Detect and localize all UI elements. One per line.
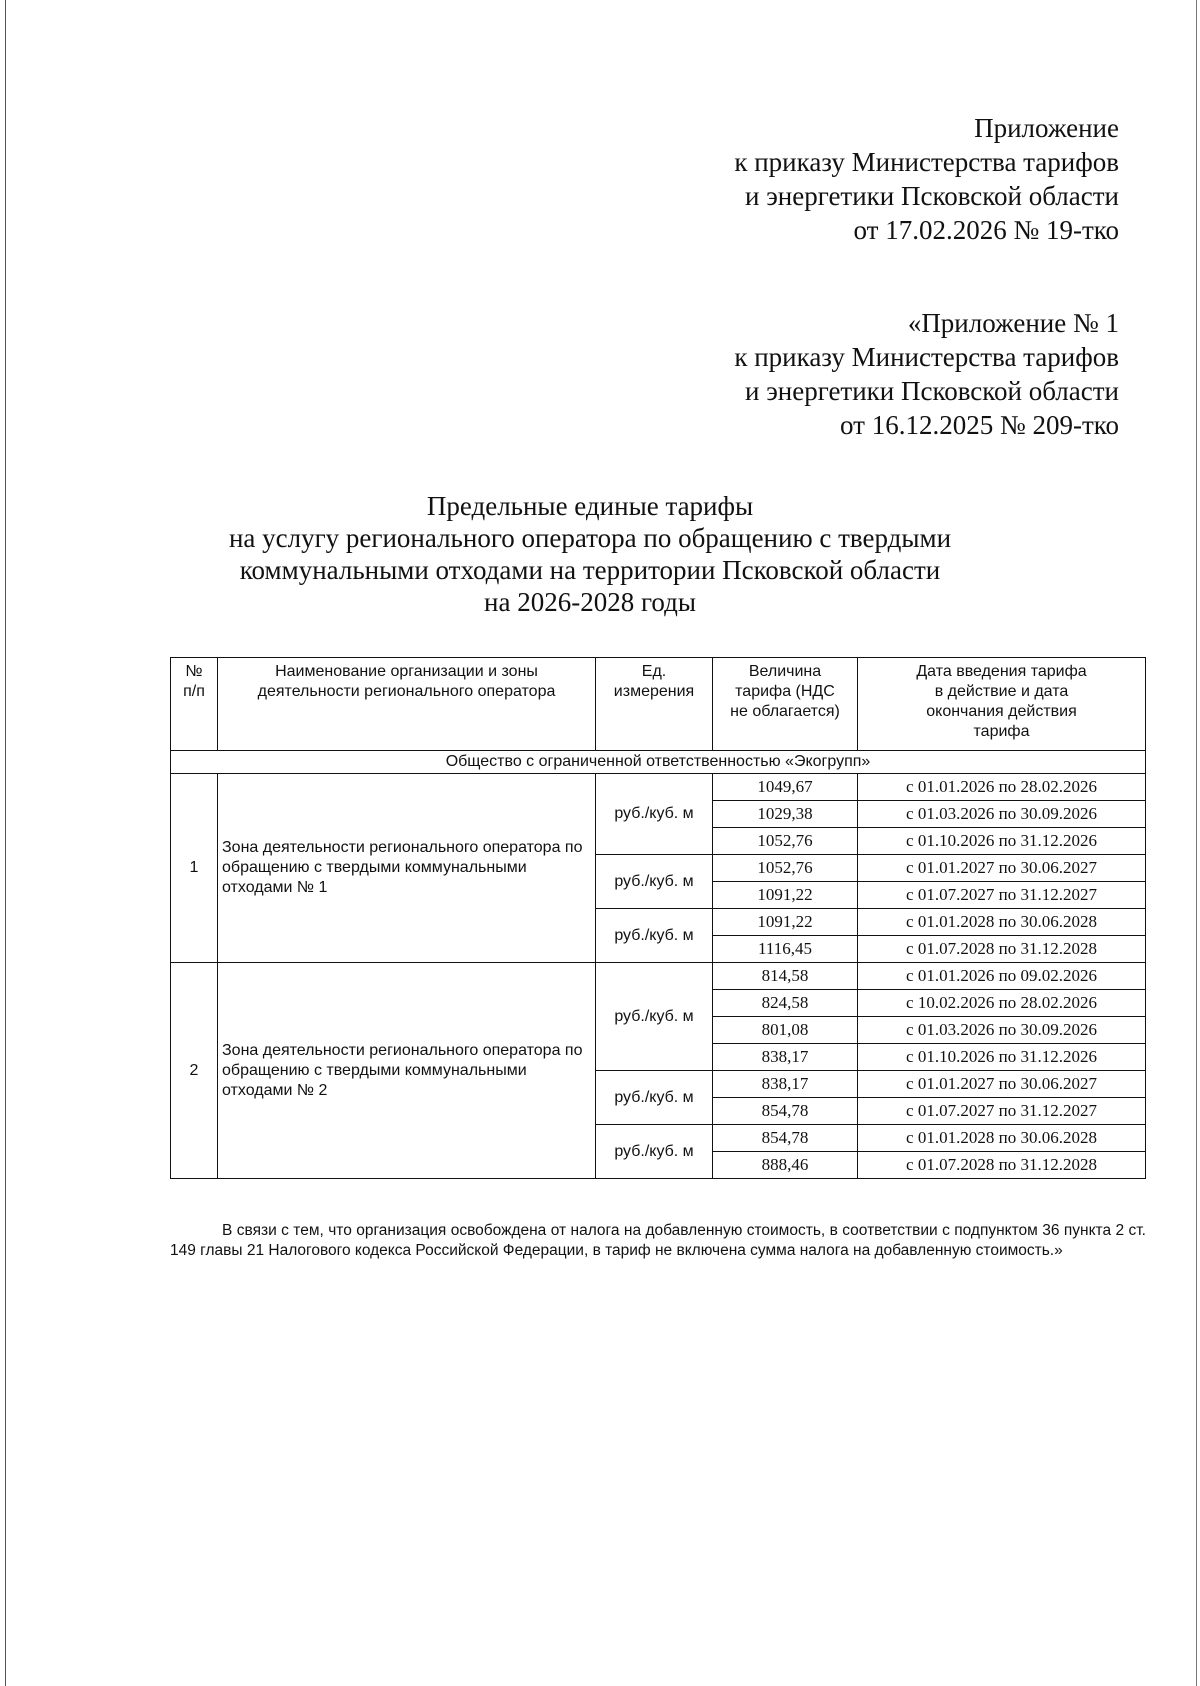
header-num: № п/п <box>171 658 218 751</box>
title-line: коммунальными отходами на территории Псковской области <box>239 555 941 585</box>
header-unit: Ед. измерения <box>596 658 713 751</box>
header-dates: Дата введения тарифа в действие и дата окончания действия тарифа <box>858 658 1146 751</box>
scan-edge-left <box>5 0 6 1686</box>
quoted-appendix-header <box>734 306 1119 442</box>
organization-name: Общество с ограниченной ответственностью «Экогрупп» <box>171 751 1146 774</box>
appendix-header-line: Приложение <box>974 113 1119 143</box>
tariff-period: с 01.01.2026 по 09.02.2026 <box>858 963 1146 990</box>
table-row <box>171 963 1146 990</box>
vat-note: В связи с тем, что организация освобождена от налога на добавленную стоимость, в соответствии с подпунктом 36 пункта 2 ст. 149 главы 21 Налогового кодекса Российской Федерации, в тариф не включена сумма налога на добавленную стоимость.» <box>170 1222 1146 1259</box>
unit-cell: руб./куб. м <box>596 855 713 909</box>
zone-number: 2 <box>171 963 218 1179</box>
tariff-period: с 01.01.2027 по 30.06.2027 <box>858 855 1146 882</box>
tariff-value: 888,46 <box>713 1152 858 1179</box>
tariff-period: с 01.01.2026 по 28.02.2026 <box>858 774 1146 801</box>
tariff-period: с 01.07.2028 по 31.12.2028 <box>858 936 1146 963</box>
appendix-header-line: к приказу Министерства тарифов <box>734 147 1119 177</box>
tariff-period: с 01.07.2027 по 31.12.2027 <box>858 1098 1146 1125</box>
appendix-header <box>734 111 1119 247</box>
unit-cell: руб./куб. м <box>596 1071 713 1125</box>
unit-cell: руб./куб. м <box>596 909 713 963</box>
quoted-header-line: от 16.12.2025 № 209-тко <box>840 410 1119 440</box>
header-zone: Наименование организации и зоны деятельности регионального оператора <box>218 658 596 751</box>
tariff-period: с 01.03.2026 по 30.09.2026 <box>858 1017 1146 1044</box>
tariff-value: 1052,76 <box>713 828 858 855</box>
tariff-value: 1052,76 <box>713 855 858 882</box>
unit-cell: руб./куб. м <box>596 963 713 1071</box>
quoted-header-line: «Приложение № 1 <box>907 308 1119 338</box>
tariff-period: с 01.07.2027 по 31.12.2027 <box>858 882 1146 909</box>
tariff-value: 1029,38 <box>713 801 858 828</box>
appendix-header-line: и энергетики Псковской области <box>745 181 1119 211</box>
unit-cell: руб./куб. м <box>596 1125 713 1179</box>
tariff-period: с 01.07.2028 по 31.12.2028 <box>858 1152 1146 1179</box>
tariff-table <box>170 657 1146 1179</box>
quoted-header-line: и энергетики Псковской области <box>745 376 1119 406</box>
title-line: Предельные единые тарифы <box>426 491 754 521</box>
tariff-value: 824,58 <box>713 990 858 1017</box>
tariff-value: 1091,22 <box>713 882 858 909</box>
tariff-period: с 01.01.2028 по 30.06.2028 <box>858 909 1146 936</box>
scan-edge-right <box>1196 0 1197 1686</box>
zone-name: Зона деятельности регионального оператора по обращению с твердыми коммунальными отходами № 1 <box>218 774 596 963</box>
tariff-value: 838,17 <box>713 1044 858 1071</box>
unit-cell: руб./куб. м <box>596 774 713 855</box>
tariff-value: 854,78 <box>713 1125 858 1152</box>
tariff-period: с 01.01.2027 по 30.06.2027 <box>858 1071 1146 1098</box>
document-title <box>170 490 1010 618</box>
tariff-period: с 01.10.2026 по 31.12.2026 <box>858 1044 1146 1071</box>
quoted-header-line: к приказу Министерства тарифов <box>734 342 1119 372</box>
tariff-value: 838,17 <box>713 1071 858 1098</box>
tariff-value: 1116,45 <box>713 936 858 963</box>
title-line: на 2026-2028 годы <box>484 587 696 617</box>
appendix-header-line: от 17.02.2026 № 19-тко <box>853 215 1119 245</box>
tariff-value: 1091,22 <box>713 909 858 936</box>
header-value: Величина тарифа (НДС не облагается) <box>713 658 858 751</box>
table-row <box>171 774 1146 801</box>
tariff-value: 801,08 <box>713 1017 858 1044</box>
tariff-period: с 01.10.2026 по 31.12.2026 <box>858 828 1146 855</box>
tariff-period: с 01.03.2026 по 30.09.2026 <box>858 801 1146 828</box>
tariff-value: 814,58 <box>713 963 858 990</box>
zone-number: 1 <box>171 774 218 963</box>
title-line: на услугу регионального оператора по обращению с твердыми <box>228 523 952 553</box>
organization-row <box>171 751 1146 774</box>
table-header-row <box>171 658 1146 751</box>
tariff-value: 1049,67 <box>713 774 858 801</box>
zone-name: Зона деятельности регионального оператора по обращению с твердыми коммунальными отходами № 2 <box>218 963 596 1179</box>
tariff-period: с 10.02.2026 по 28.02.2026 <box>858 990 1146 1017</box>
tariff-period: с 01.01.2028 по 30.06.2028 <box>858 1125 1146 1152</box>
tariff-value: 854,78 <box>713 1098 858 1125</box>
